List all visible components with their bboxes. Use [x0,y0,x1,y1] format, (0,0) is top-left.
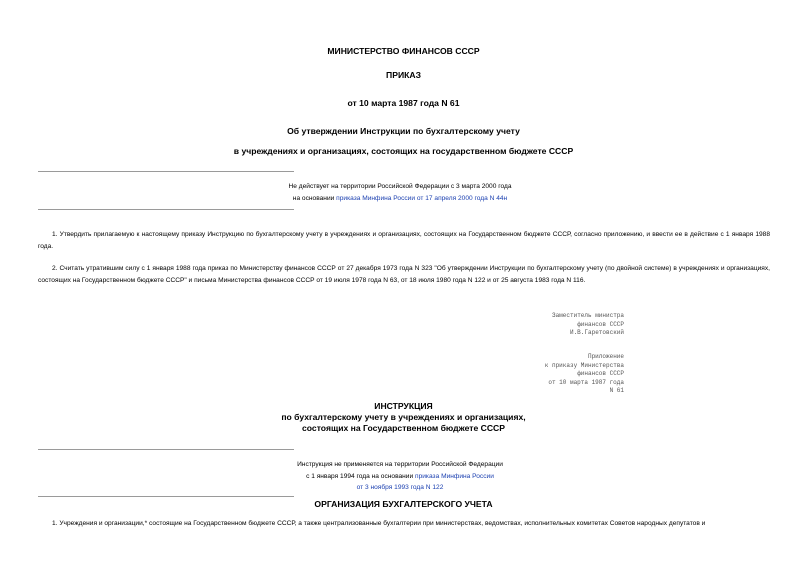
signature-line3: И.В.Гаретовский [569,329,624,337]
divider [38,171,294,172]
validity-notice-prefix: на основании [292,194,337,202]
divider [38,449,294,450]
order-title-line1: Об утверждении Инструкции по бухгалтерскому учету [287,126,520,136]
section-title: ОРГАНИЗАЦИЯ БУХГАЛТЕРСКОГО УЧЕТА [314,499,493,509]
appendix-line3: финансов СССР [577,370,624,378]
divider [38,496,294,497]
appendix-line4: от 10 марта 1987 года [548,378,624,386]
validity-notice [250,181,550,204]
application-notice [250,459,550,494]
ministry-heading: МИНИСТЕРСТВО ФИНАНСОВ СССР [327,46,480,56]
order-title-line2: в учреждениях и организациях, состоящих на государственном бюджете СССР [233,146,574,156]
ministry-order-date-link[interactable]: от 3 ноября 1993 года N 122 [356,484,444,492]
instruction-title: ИНСТРУКЦИЯ [374,401,433,411]
validity-notice-line1: Не действует на территории Российской Федерации с 3 марта 2000 года [288,183,512,190]
application-notice-line1: Инструкция не применяется на территории Российской Федерации [297,461,503,468]
doc-type-heading: ПРИКАЗ [386,70,421,80]
application-notice-line2 [250,471,550,483]
ministry-order-link[interactable]: приказа Минфина России [415,472,494,480]
order-date: от 10 марта 1987 года N 61 [347,98,460,108]
divider [38,209,294,210]
appendix-line5: N 61 [609,387,624,395]
signature-line1: Заместитель министра [551,312,624,319]
paragraph-1: 1. Утвердить прилагаемую к настоящему приказу Инструкцию по бухгалтерскому учету в учреждениях и организациях, состоящих на Государственном бюджете СССР, согласно приложению, и ввести ее в действие с 1 января 1988 года. [38,231,770,250]
validity-notice-line2 [250,193,550,205]
instruction-heading [0,401,807,434]
appendix-line2: к приказу Министерства [544,361,624,369]
cancel-order-link[interactable]: приказа Минфина России от 17 апреля 2000 года N 44н [336,194,508,202]
application-notice-prefix: с 1 января 1994 года на основании [306,472,416,480]
appendix-block [460,353,624,396]
signature-line2: финансов СССР [577,320,624,328]
appendix-line1: Приложение [587,353,624,360]
signature-block [460,312,624,338]
instruction-subtitle-line1: по бухгалтерскому учету в учреждениях и организациях, [281,412,526,422]
paragraph-2: 2. Считать утратившим силу с 1 января 1988 года приказ по Министерству финансов СССР от 27 декабря 1973 года N 323 "Об утверждении Инструкции по бухгалтерскому учету (по двойной системе) в учреждениях и организациях, состоящих на Государственном бюджете СССР" и письма Министерства финансов СССР от 19 июля 1978 года N 63, от 18 июля 1980 года N 122 и от 25 августа 1983 года N 116. [38,265,770,284]
instruction-subtitle-line2: состоящих на Государственном бюджете СССР [302,423,505,433]
section-paragraph-1: 1. Учреждения и организации,* состоящие на Государственном бюджете СССР, а также централизованные бухгалтерии при министерствах, ведомствах, исполнительных комитетах Советов народных депутатов и [52,520,706,527]
